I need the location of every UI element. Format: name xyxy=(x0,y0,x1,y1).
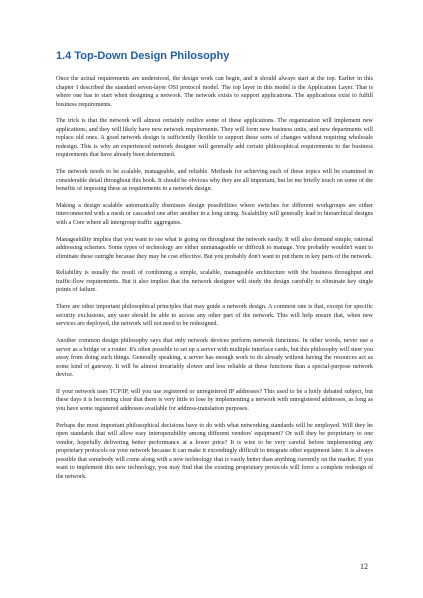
paragraph-10: Perhaps the most important philosophical decisions have to do with what networking standards will be employed. Will they be open standards that will allow easy interoperability among different vendors' equipment? Or will they be proprietary to one vendor, hopefully delivering better performance at a lower price? It is wise to be very careful before implementing any proprietary protocols on your network because it can make it exceedingly difficult to integrate other equipment later. It is always possible that somebody will come along with a new technology that is vastly better than anything currently on the market. If you want to implement this new technology, you may find that the existing proprietary protocols will force a complete redesign of the network. xyxy=(56,422,373,480)
paragraph-9: If your network uses TCP/IP, will you use registered or unregistered IP addresses? This used to be a hotly debated subject, but these days it is becoming clear that there is very little to lose by implementing a network with unregistered addresses, as long as you have some registered addresses available for address-translation purposes. xyxy=(56,388,373,412)
paragraph-4: Making a design scalable automatically dismisses design possibilities where switches for different workgroups are either interconnected with a mesh or cascaded one after another in a long string. Scalability will generally lead to hierarchical designs with a Core where all intergroup traffic aggregates. xyxy=(56,202,373,226)
paragraph-1: Once the actual requirements are understood, the design work can begin, and it should always start at the top. Earlier in this chapter I described the standard seven-layer OSI protocol model. The top layer in this model is the Application Layer. That is where one has to start when designing a network. The network exists to support applications. The applications exist to fulfill business requirements. xyxy=(56,76,373,108)
paragraph-7: There are other important philosophical principles that may guide a network design. A common one is that, except for specific security exclusions, any user should be able to access any other part of the network. This will help ensure that, when new services are deployed, the network will not need to be redesigned. xyxy=(56,304,373,328)
paragraph-5: Manageability implies that you want to see what is going on throughout the network easily. It will also demand simple, rational addressing schemes. Some types of technology are either unmanageable or difficult to manage. You probably wouldn't want to eliminate these outright because they may be cost effective. But you probably don't want to put them in key parts of the network. xyxy=(56,236,373,260)
paragraph-3: The network needs to be scalable, manageable, and reliable. Methods for achieving each of these topics will be examined in considerable detail throughout this book. It should be obvious why they are all important, but let me briefly touch on some of the benefits of imposing these as requirements in a network design. xyxy=(56,169,373,193)
paragraph-6: Reliability is usually the result of combining a simple, scalable, manageable architecture with the business throughput and traffic-flow requirements. But it also implies that the network designer will study the design carefully to eliminate key single points of failure. xyxy=(56,270,373,294)
paragraph-2: The trick is that the network will almost certainly outlive some of these applications. The organization will implement new applications, and they will likely have new network requirements. They will form new business units, and new departments will replace old ones. A good network design is sufficiently flexible to support these sorts of changes without requiring wholesale redesign. This is why an experienced network designer will generally add certain philosophical requirements to the business requirements that have already been determined. xyxy=(56,118,373,159)
paragraph-8: Another common design philosophy says that only network devices perform network functions. In other words, never use a server as a bridge or a router. It's often possible to set up a server with multiple interface cards, but this philosophy will steer you away from doing such things. Generally speaking, a server has enough work to do already without having the resources act as some kind of gateway. It will be almost invariably slower and less reliable at these functions than a special-purpose network device. xyxy=(56,338,373,379)
page-content xyxy=(56,50,373,489)
section-heading: 1.4 Top-Down Design Philosophy xyxy=(56,50,230,62)
page-number: 12 xyxy=(360,562,368,571)
